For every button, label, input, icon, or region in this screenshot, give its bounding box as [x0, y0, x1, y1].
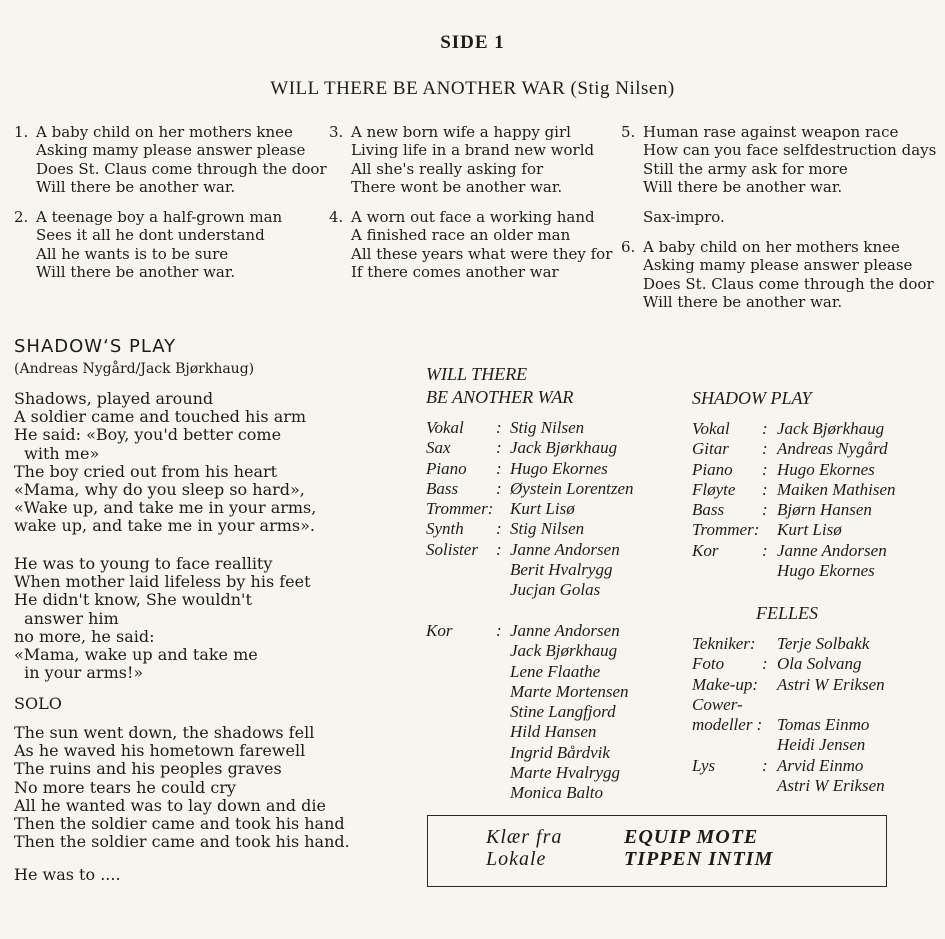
sponsor-value-clothes: EQUIP MOTE: [624, 826, 759, 848]
credit-name: Kurt Lisø: [777, 520, 842, 540]
credit-row: [426, 722, 597, 742]
verse-line: Will there be another war.: [36, 178, 236, 197]
verse-5: [621, 123, 936, 197]
credit-row: [692, 715, 870, 735]
verse-line: All she's really asking for: [351, 159, 544, 178]
lyric-line: in your arms!»: [14, 663, 144, 683]
credit-row: [692, 674, 885, 695]
credit-name: Ola Solvang: [777, 654, 862, 674]
verse-2: [14, 208, 282, 282]
song2-authors: (Andreas Nygård/Jack Bjørkhaug): [14, 361, 255, 377]
verse-line: A new born wife a happy girl: [351, 123, 571, 141]
credit-name: Monica Balto: [510, 783, 604, 803]
verse-line: Living life in a brand new world: [351, 141, 595, 160]
credit-row: [692, 634, 870, 654]
credit-name: Stig Nilsen: [510, 418, 585, 437]
credit-row: Foto : Ola Solvang: [692, 654, 862, 674]
lyric-line: The sun went down, the shadows fell: [14, 723, 315, 742]
verse-6: [621, 238, 934, 312]
credit-name: Stine Langfjord: [510, 702, 616, 722]
verse-line: A baby child on her mothers knee: [643, 238, 900, 256]
verse-line: A worn out face a working hand: [351, 208, 595, 226]
lyric-line: Then the soldier came and took his hand: [14, 814, 345, 834]
verse-4: [329, 208, 612, 282]
credit-row: Sax : Jack Bjørkhaug: [426, 438, 618, 458]
credit-row: Bass : Øystein Lorentzen: [426, 478, 634, 498]
credit-name: Hugo Ekornes: [777, 459, 875, 479]
sax-impro-note: Sax-impro.: [643, 208, 725, 226]
verse-number: 2.: [14, 208, 29, 226]
sponsor-label-venue: Lokale: [486, 848, 547, 870]
credits-war: [426, 364, 634, 804]
credit-name: Janne Andorsen: [777, 540, 887, 560]
credit-name: Øystein Lorentzen: [510, 478, 634, 498]
credit-row: Fløyte : Maiken Mathisen: [692, 479, 896, 499]
credit-name: Kurt Lisø: [510, 499, 575, 519]
lyric-line: Then the soldier came and took his hand.: [14, 832, 350, 852]
credit-role: Solister: [426, 539, 478, 559]
lyric-line: He was to young to face reallity: [14, 554, 273, 573]
credit-role: Kor: [692, 540, 719, 560]
credit-role: Make-up:: [692, 674, 759, 694]
sponsor-value-venue: TIPPEN INTIM: [624, 848, 774, 870]
credit-row: Synth : Stig Nilsen: [426, 519, 585, 539]
credit-name: Marte Hvalrygg: [510, 763, 621, 783]
credit-row: Kor : Janne Andorsen: [692, 540, 887, 560]
credit-role: Vokal: [692, 419, 730, 438]
lyric-line: «Wake up, and take me in your arms,: [14, 498, 317, 518]
credit-row: Vokal : Jack Bjørkhaug: [692, 419, 885, 438]
credit-name: Jack Bjørkhaug: [510, 641, 618, 661]
credit-role: Cower-: [692, 694, 743, 714]
verse-line: Does St. Claus come through the door: [36, 159, 327, 178]
lyrics-ending: He was to ....: [14, 865, 121, 884]
credit-role: Piano: [426, 458, 467, 478]
verse-line: Asking mamy please answer please: [36, 141, 306, 160]
credit-row: Bass : Bjørn Hansen: [692, 500, 872, 520]
verse-line: A teenage boy a half-grown man: [36, 208, 283, 226]
credit-row: [426, 661, 601, 682]
credit-role: Gitar: [692, 439, 729, 459]
lyrics-stanza-2: [14, 555, 311, 682]
credit-name: Astri W Eriksen: [777, 674, 885, 694]
credit-row: [692, 561, 875, 581]
lyric-line: «Mama, why do you sleep so hard»,: [14, 480, 305, 500]
credit-row: [426, 763, 621, 783]
credit-name: Hild Hansen: [510, 722, 597, 742]
verse-number: 6.: [621, 238, 636, 256]
credit-name: Lene Flaathe: [510, 661, 601, 681]
verse-line: Will there be another war.: [643, 293, 843, 312]
credit-role: Lys: [692, 755, 716, 775]
verse-line: All he wants is to be sure: [36, 244, 229, 263]
sponsor-box: [427, 815, 887, 887]
credit-row: [426, 601, 573, 621]
credits-war-heading-2: BE ANOTHER WAR: [426, 387, 574, 407]
lyric-line: No more tears he could cry: [14, 777, 236, 797]
credit-name: Stig Nilsen: [510, 519, 585, 539]
lyric-line: no more, he said:: [14, 626, 155, 646]
verse-line: Does St. Claus come through the door: [643, 274, 934, 293]
lyric-line: The ruins and his peoples graves: [14, 759, 282, 779]
credit-name: Janne Andorsen: [510, 539, 620, 559]
credit-row: Vokal : Stig Nilsen: [426, 418, 585, 437]
lyric-line: All he wanted was to lay down and die: [14, 795, 326, 815]
credit-name: Tomas Einmo: [777, 715, 870, 735]
credit-row: [426, 560, 613, 580]
song2-title: SHADOW‘S PLAY: [14, 336, 177, 357]
verse-line: Will there be another war.: [36, 263, 236, 282]
credit-role: modeller :: [692, 715, 763, 735]
credit-role: Trommer:: [426, 499, 494, 519]
credits-shadow-heading: SHADOW PLAY: [692, 388, 812, 408]
lyric-line: He didn't know, She wouldn't: [14, 590, 252, 610]
credit-row: Gitar : Andreas Nygård: [692, 439, 888, 459]
verse-line: Still the army ask for more: [643, 159, 848, 178]
credit-row: [426, 681, 629, 702]
credit-row: [692, 520, 842, 540]
verse-line: If there comes another war: [351, 263, 559, 282]
credit-role: Bass: [692, 500, 725, 520]
credit-name: Bjørn Hansen: [777, 500, 872, 520]
lyric-line: wake up, and take me in your arms».: [14, 516, 315, 536]
credit-name: Jack Bjørkhaug: [777, 419, 885, 438]
sponsor-label-clothes: Klær fra: [486, 826, 563, 848]
credit-role: Vokal: [426, 418, 464, 437]
credits-shadow-list: [692, 419, 896, 581]
credits-war-list: [426, 418, 634, 804]
credit-row: [426, 499, 573, 519]
credit-name: Heidi Jensen: [777, 735, 866, 755]
credits-shadow: [692, 388, 896, 581]
credit-name: Hugo Ekornes: [777, 561, 875, 581]
credit-role: Piano: [692, 459, 733, 479]
verse-number: 1.: [14, 123, 29, 141]
solo-label: SOLO: [14, 694, 62, 713]
verse-number: 5.: [621, 123, 636, 141]
credit-role: Trommer:: [692, 520, 760, 540]
credit-name: Maiken Mathisen: [777, 479, 896, 499]
lyric-line: He said: «Boy, you'd better come: [14, 425, 282, 445]
credit-row: [426, 783, 604, 803]
credit-name: Astri W Eriksen: [777, 776, 885, 796]
credit-role: Fløyte: [692, 479, 736, 499]
credit-row: Solister : Janne Andorsen: [426, 539, 620, 559]
verse-line: All these years what were they for: [351, 244, 613, 263]
lyric-line: A soldier came and touched his arm: [14, 407, 307, 427]
lyrics-stanza-3: [14, 724, 350, 851]
credit-row: [426, 580, 601, 600]
credits-war-heading-1: WILL THERE: [426, 364, 528, 384]
credit-row: [692, 695, 818, 715]
credit-name: Terje Solbakk: [777, 634, 870, 653]
credit-row: Lys : Arvid Einmo: [692, 755, 864, 775]
credit-row: Piano : Hugo Ekornes: [426, 458, 608, 478]
song-title: WILL THERE BE ANOTHER WAR (Stig Nilsen): [270, 78, 675, 99]
credit-role: Kor: [426, 620, 453, 640]
lyric-line: As he waved his hometown farewell: [14, 741, 306, 761]
credit-row: [692, 776, 885, 796]
lyric-line: The boy cried out from his heart: [14, 461, 278, 481]
credits-felles: [692, 603, 885, 796]
credit-row: Kor : Janne Andorsen: [426, 620, 620, 640]
credit-role: Bass: [426, 478, 459, 498]
credit-row: [426, 641, 618, 661]
credits-felles-heading: FELLES: [756, 603, 819, 623]
lyric-line: Shadows, played around: [14, 389, 214, 408]
credit-name: Arvid Einmo: [777, 755, 864, 775]
credit-row: [426, 702, 616, 722]
credit-name: Berit Hvalrygg: [510, 560, 613, 580]
lyric-line: «Mama, wake up and take me: [14, 645, 258, 665]
credit-row: [692, 735, 866, 755]
verse-line: Human rase against weapon race: [643, 123, 899, 141]
credit-name: Jucjan Golas: [510, 580, 601, 600]
verse-line: A baby child on her mothers knee: [36, 123, 293, 141]
side-title: SIDE 1: [440, 32, 505, 53]
verse-3: [329, 123, 594, 197]
credit-row: [426, 742, 610, 763]
lyric-line: answer him: [14, 608, 119, 628]
verse-number: 4.: [329, 208, 344, 226]
credit-name: Jack Bjørkhaug: [510, 438, 618, 458]
verse-line: A finished race an older man: [351, 226, 571, 245]
credit-name: Andreas Nygård: [777, 439, 888, 459]
lyric-line: with me»: [14, 443, 100, 463]
credit-role: Synth: [426, 519, 464, 539]
credit-row: Piano : Hugo Ekornes: [692, 459, 875, 479]
credit-role: Foto: [692, 654, 725, 674]
verse-line: How can you face selfdestruction days: [643, 141, 937, 160]
verse-line: Asking mamy please answer please: [643, 256, 913, 275]
verse-line: There wont be another war.: [351, 178, 563, 197]
verse-line: Sees it all he dont understand: [36, 226, 265, 245]
verse-number: 3.: [329, 123, 344, 141]
credits-felles-list: [692, 634, 885, 796]
verse-line: Will there be another war.: [643, 178, 843, 197]
credit-name: Ingrid Bårdvik: [510, 742, 610, 762]
credit-role: Tekniker:: [692, 634, 756, 653]
lyrics-stanza-1: [14, 390, 316, 536]
credit-name: Janne Andorsen: [510, 620, 620, 640]
verse-1: [14, 123, 327, 197]
lyric-line: When mother laid lifeless by his feet: [14, 572, 311, 592]
credit-role: Sax: [426, 438, 451, 458]
credit-name: Marte Mortensen: [510, 681, 629, 701]
credit-name: Hugo Ekornes: [510, 458, 608, 478]
